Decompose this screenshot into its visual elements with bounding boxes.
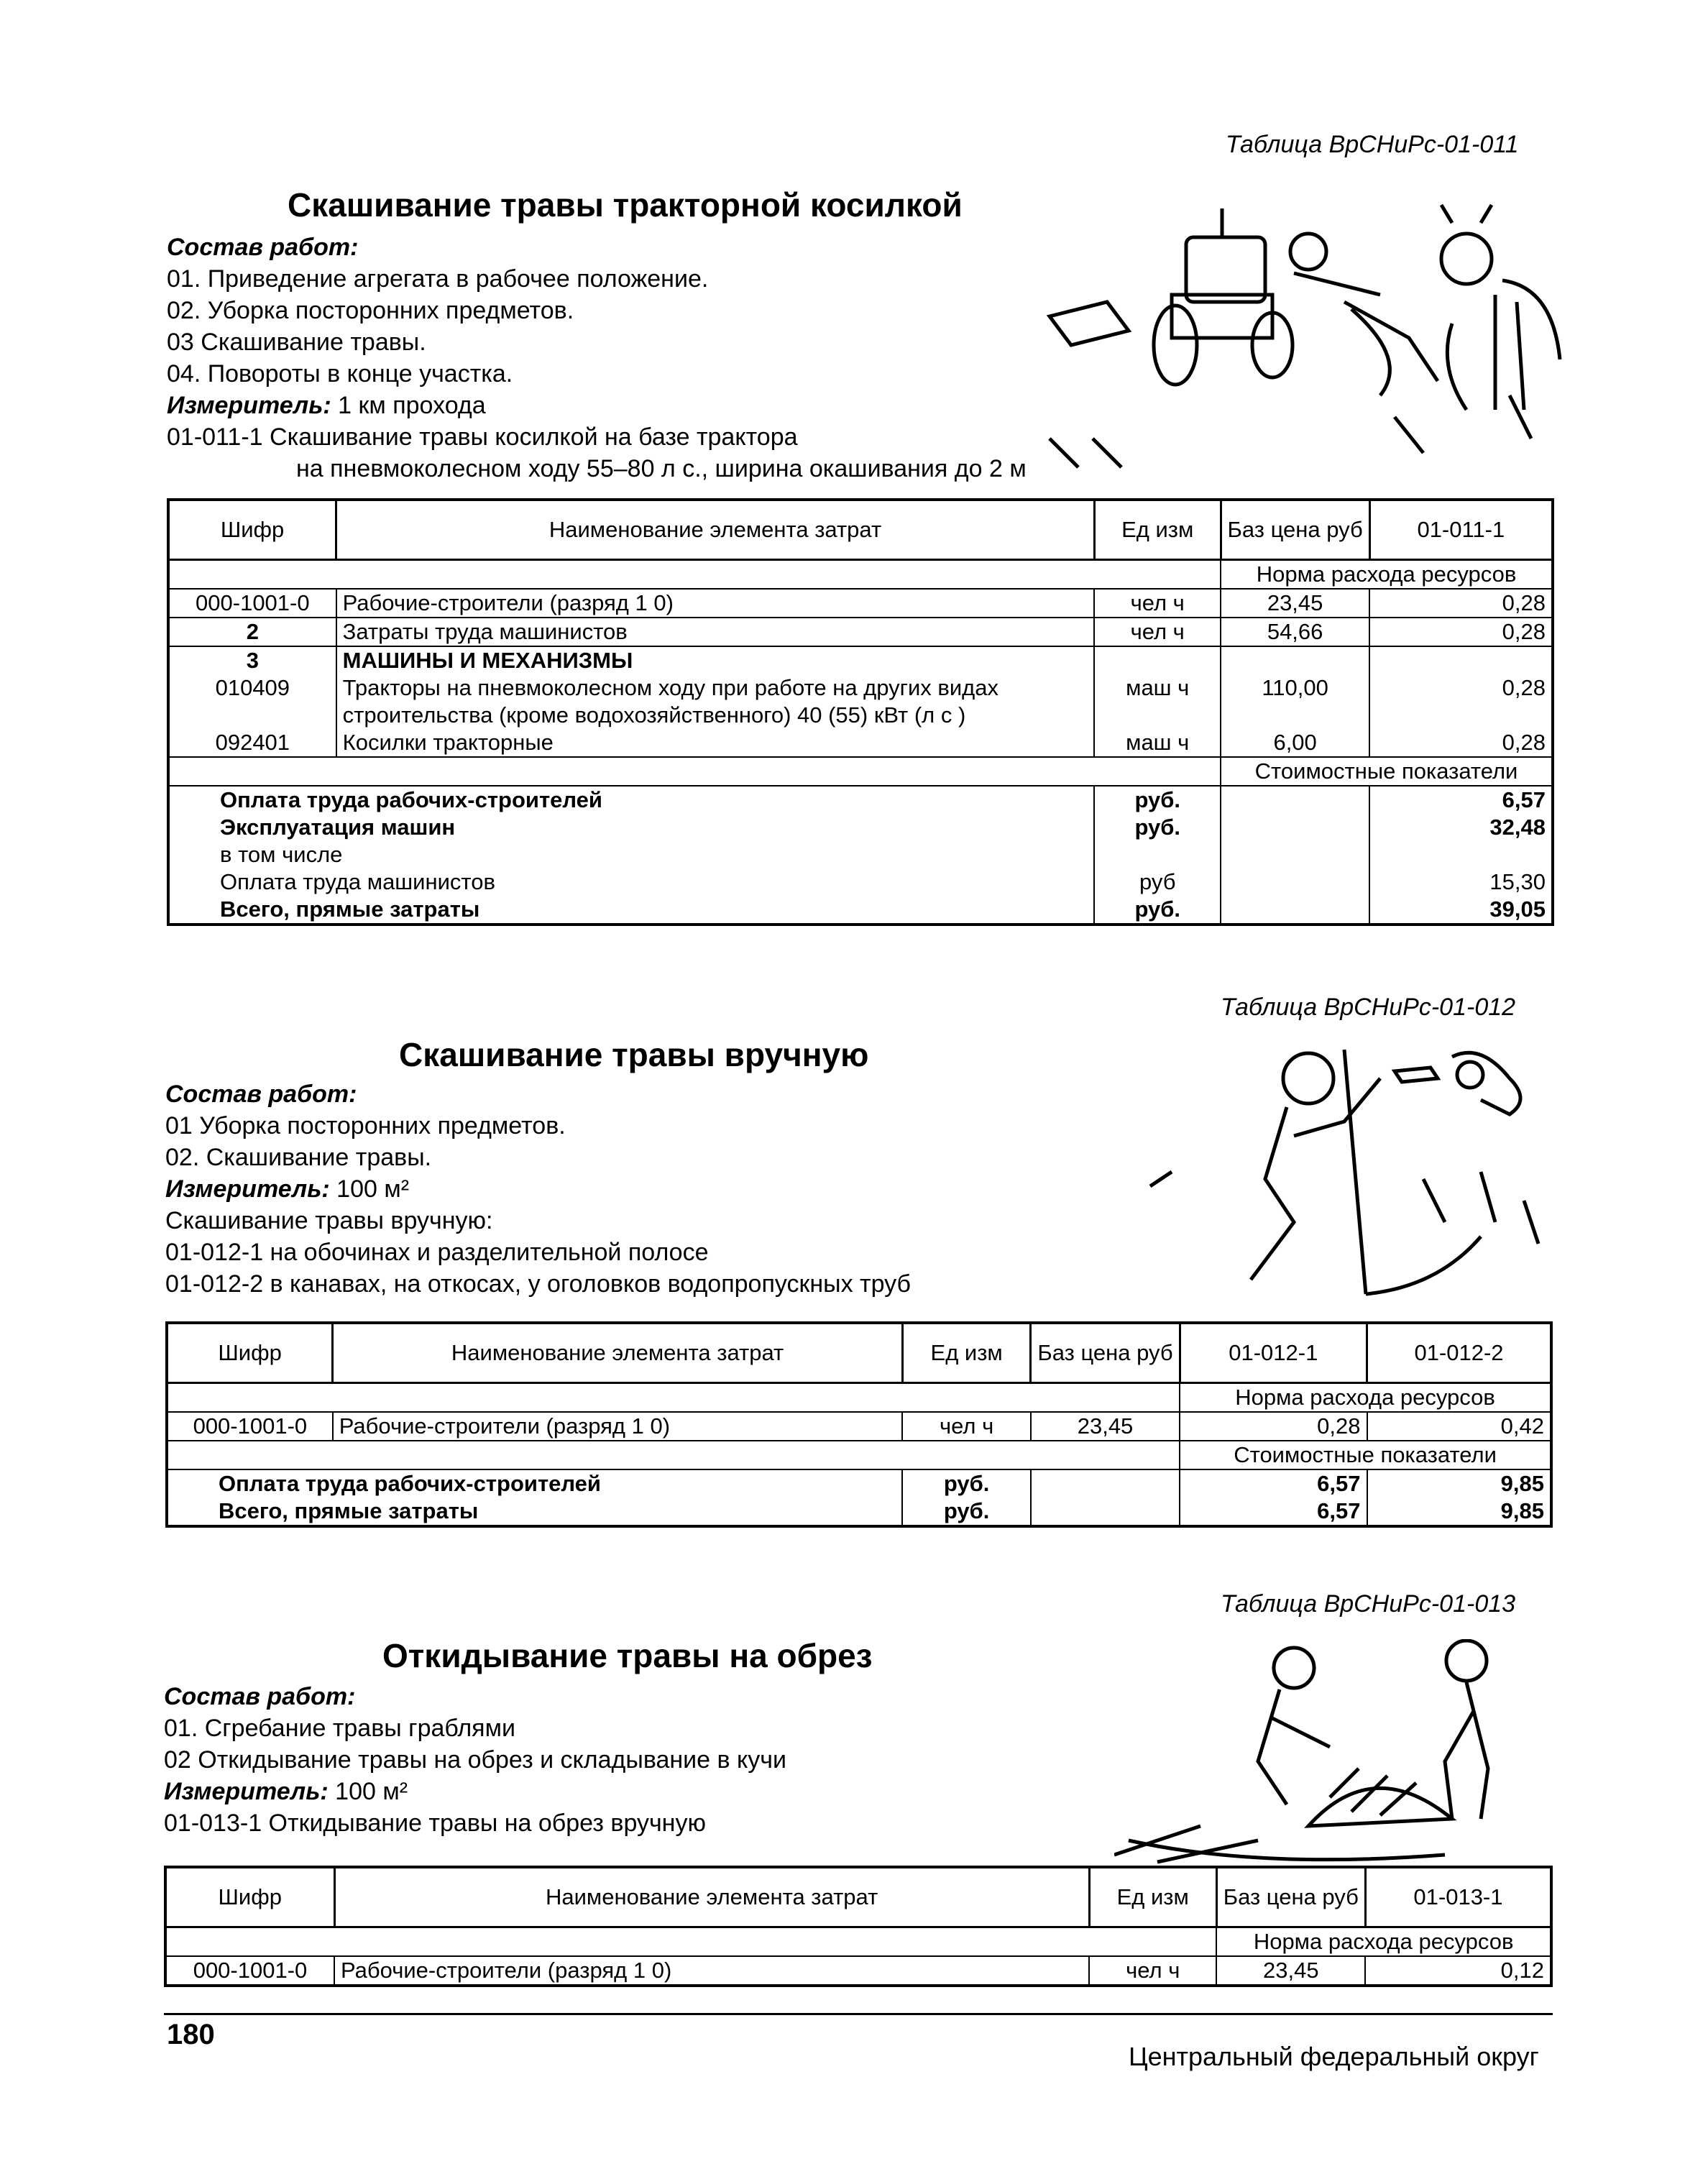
norm-section-label: Норма расхода ресурсов xyxy=(1221,560,1553,590)
cost-table-01-013 xyxy=(164,1866,1553,1987)
cell-code: 000-1001-0 xyxy=(167,1412,333,1441)
item-code-line: на пневмоколесном ходу 55–80 л с., ширина окашивания до 2 м xyxy=(296,455,1027,482)
cell-name-continued: строительства (кроме водохозяйственного) 40 (55) кВт (л с ) xyxy=(336,702,1095,729)
cost-name: Оплата труда рабочих-строителей xyxy=(168,786,1094,814)
table-row xyxy=(168,814,1553,841)
header-code: Шифр xyxy=(167,1323,333,1383)
cost-name: Оплата труда машинистов xyxy=(168,868,1094,896)
item-code-line: 01-013-1 Откидывание травы на обрез вручную xyxy=(164,1810,706,1837)
cell-value: 0,42 xyxy=(1367,1412,1552,1441)
table-row xyxy=(168,896,1553,925)
cell-unit: чел ч xyxy=(902,1412,1031,1441)
measure-value: 100 м² xyxy=(328,1778,408,1805)
cell-code xyxy=(168,702,336,729)
cost-price xyxy=(1221,896,1369,925)
cell-price: 23,45 xyxy=(1216,1956,1365,1986)
cost-value: 39,05 xyxy=(1369,896,1553,925)
section-title: Скашивание травы вручную xyxy=(399,1036,869,1073)
table-row xyxy=(168,674,1553,702)
cell-value xyxy=(1369,646,1553,674)
norm-section-label: Норма расхода ресурсов xyxy=(1180,1383,1551,1413)
cell-value: 0,28 xyxy=(1369,618,1553,646)
cell-value: 0,28 xyxy=(1369,674,1553,702)
cell-code: 2 xyxy=(168,618,336,646)
cost-name: Всего, прямые затраты xyxy=(167,1498,902,1526)
step: 04. Повороты в конце участка. xyxy=(167,360,513,387)
cost-section-label: Стоимостные показатели xyxy=(1180,1441,1551,1469)
composition-label: Состав работ: xyxy=(164,1683,356,1710)
cell-price: 6,00 xyxy=(1221,729,1369,757)
cell-code: 010409 xyxy=(168,674,336,702)
cost-value: 32,48 xyxy=(1369,814,1553,841)
table-row xyxy=(168,589,1553,618)
cost-value xyxy=(1369,841,1553,868)
measure-label: Измеритель: xyxy=(165,1175,330,1203)
table-row xyxy=(168,729,1553,757)
cost-price xyxy=(1221,868,1369,896)
header-unit: Ед изм xyxy=(1089,1867,1216,1927)
cost-name: в том числе xyxy=(168,841,1094,868)
item-code-line: 01-011-1 Скашивание травы косилкой на базе трактора xyxy=(167,423,798,451)
cost-table-01-011 xyxy=(167,498,1554,926)
cost-price xyxy=(1221,814,1369,841)
measure-value: 1 км прохода xyxy=(331,392,486,419)
cell-unit: маш ч xyxy=(1094,674,1221,702)
cell-price: 54,66 xyxy=(1221,618,1369,646)
cell-code: 000-1001-0 xyxy=(165,1956,334,1986)
cell-name: Затраты труда машинистов xyxy=(336,618,1095,646)
cost-name: Оплата труда рабочих-строителей xyxy=(167,1469,902,1498)
header-unit: Ед изм xyxy=(1094,500,1221,560)
cost-table-01-012 xyxy=(165,1321,1553,1528)
measure-value: 100 м² xyxy=(329,1175,410,1203)
cell-price: 23,45 xyxy=(1031,1412,1180,1441)
cell-unit: чел ч xyxy=(1094,589,1221,618)
header-norm-code: 01-012-1 xyxy=(1180,1323,1367,1383)
measure-label: Измеритель: xyxy=(167,392,331,419)
cost-section-label: Стоимостные показатели xyxy=(1221,757,1553,786)
step: 02 Откидывание травы на обрез и складывание в кучи xyxy=(164,1746,787,1774)
section-title: Скашивание травы тракторной косилкой xyxy=(288,186,963,224)
cell-unit: маш ч xyxy=(1094,729,1221,757)
table-row xyxy=(168,646,1553,674)
cost-value: 9,85 xyxy=(1367,1469,1552,1498)
header-price: Баз цена руб xyxy=(1031,1323,1180,1383)
table-row xyxy=(168,786,1553,814)
header-price: Баз цена руб xyxy=(1221,500,1369,560)
table-tag: Таблица ВрСНиРс-01-011 xyxy=(1226,131,1519,158)
item-code-line: 01-012-2 в канавах, на откосах, у оголовков водопропускных труб xyxy=(165,1270,911,1298)
cell-name: Рабочие-строители (разряд 1 0) xyxy=(334,1956,1089,1986)
sub-heading: Скашивание травы вручную: xyxy=(165,1207,493,1234)
composition-label: Состав работ: xyxy=(165,1081,357,1108)
header-norm-code: 01-013-1 xyxy=(1365,1867,1551,1927)
work-composition xyxy=(164,1681,786,1839)
header-norm-code: 01-011-1 xyxy=(1369,500,1553,560)
cell-code: 3 xyxy=(168,646,336,674)
step: 02. Уборка посторонних предметов. xyxy=(167,297,574,324)
cell-unit: чел ч xyxy=(1089,1956,1216,1986)
measure xyxy=(164,1776,786,1807)
cell-value: 0,28 xyxy=(1369,589,1553,618)
cell-value: 0,28 xyxy=(1369,729,1553,757)
step: 03 Скашивание травы. xyxy=(167,329,426,356)
cell-value xyxy=(1369,702,1553,729)
cost-unit: руб. xyxy=(1094,814,1221,841)
step: 01. Сгребание травы граблями xyxy=(164,1715,515,1742)
cell-price xyxy=(1221,646,1369,674)
cell-value: 0,12 xyxy=(1365,1956,1551,1986)
cost-price xyxy=(1221,786,1369,814)
table-row xyxy=(167,1412,1551,1441)
cost-value: 15,30 xyxy=(1369,868,1553,896)
cost-value: 6,57 xyxy=(1180,1469,1367,1498)
table-tag: Таблица ВрСНиРс-01-012 xyxy=(1221,994,1516,1021)
cell-value: 0,28 xyxy=(1180,1412,1367,1441)
header-name: Наименование элемента затрат xyxy=(333,1323,903,1383)
cost-unit: руб. xyxy=(1094,786,1221,814)
header-name: Наименование элемента затрат xyxy=(334,1867,1089,1927)
table-tag: Таблица ВрСНиРс-01-013 xyxy=(1221,1590,1516,1618)
measure xyxy=(165,1173,911,1205)
cost-price xyxy=(1221,841,1369,868)
header-code: Шифр xyxy=(165,1867,334,1927)
item-code-line: 01-012-1 на обочинах и разделительной полосе xyxy=(165,1239,709,1266)
cell-name: Тракторы на пневмоколесном ходу при работе на других видах xyxy=(336,674,1095,702)
cell-name: МАШИНЫ И МЕХАНИЗМЫ xyxy=(336,646,1095,674)
raking-workers-illustration xyxy=(1114,1639,1560,1869)
measure-label: Измеритель: xyxy=(164,1778,329,1805)
cell-unit xyxy=(1094,646,1221,674)
cell-price xyxy=(1221,702,1369,729)
step: 01. Приведение агрегата в рабочее положение. xyxy=(167,265,709,293)
cell-unit xyxy=(1094,702,1221,729)
table-row xyxy=(165,1956,1551,1986)
work-composition xyxy=(167,231,1027,485)
section-title: Откидывание травы на обрез xyxy=(382,1637,873,1674)
cost-unit xyxy=(1094,841,1221,868)
norm-section-label: Норма расхода ресурсов xyxy=(1216,1927,1551,1957)
header-unit: Ед изм xyxy=(902,1323,1031,1383)
cell-price: 23,45 xyxy=(1221,589,1369,618)
cost-unit: руб. xyxy=(902,1498,1031,1526)
table-row xyxy=(168,702,1553,729)
cell-unit: чел ч xyxy=(1094,618,1221,646)
cost-name: Эксплуатация машин xyxy=(168,814,1094,841)
table-row xyxy=(168,868,1553,896)
scything-worker-illustration xyxy=(1107,1035,1567,1308)
cost-price xyxy=(1031,1469,1180,1498)
step: 02. Скашивание травы. xyxy=(165,1144,432,1171)
cost-unit: руб. xyxy=(902,1469,1031,1498)
cell-price: 110,00 xyxy=(1221,674,1369,702)
cost-price xyxy=(1031,1498,1180,1526)
table-row xyxy=(168,618,1553,646)
table-row xyxy=(167,1498,1551,1526)
measure xyxy=(167,390,1027,421)
cost-name: Всего, прямые затраты xyxy=(168,896,1094,925)
cell-code: 000-1001-0 xyxy=(168,589,336,618)
footer-rule xyxy=(164,2013,1553,2015)
cost-value: 6,57 xyxy=(1180,1498,1367,1526)
cell-code: 092401 xyxy=(168,729,336,757)
composition-label: Состав работ: xyxy=(167,234,359,261)
cell-name: Рабочие-строители (разряд 1 0) xyxy=(336,589,1095,618)
cost-unit: руб xyxy=(1094,868,1221,896)
work-composition xyxy=(165,1078,911,1300)
cell-name: Косилки тракторные xyxy=(336,729,1095,757)
header-price: Баз цена руб xyxy=(1216,1867,1365,1927)
table-row xyxy=(168,841,1553,868)
page-number: 180 xyxy=(167,2019,215,2050)
cost-unit: руб. xyxy=(1094,896,1221,925)
cost-value: 6,57 xyxy=(1369,786,1553,814)
cell-name: Рабочие-строители (разряд 1 0) xyxy=(333,1412,903,1441)
footer-region: Центральный федеральный округ xyxy=(1129,2042,1539,2071)
cost-value: 9,85 xyxy=(1367,1498,1552,1526)
tractor-mower-illustration xyxy=(1006,180,1567,482)
header-name: Наименование элемента затрат xyxy=(336,500,1095,560)
header-norm-code: 01-012-2 xyxy=(1367,1323,1552,1383)
header-code: Шифр xyxy=(168,500,336,560)
step: 01 Уборка посторонних предметов. xyxy=(165,1112,566,1139)
table-row xyxy=(167,1469,1551,1498)
